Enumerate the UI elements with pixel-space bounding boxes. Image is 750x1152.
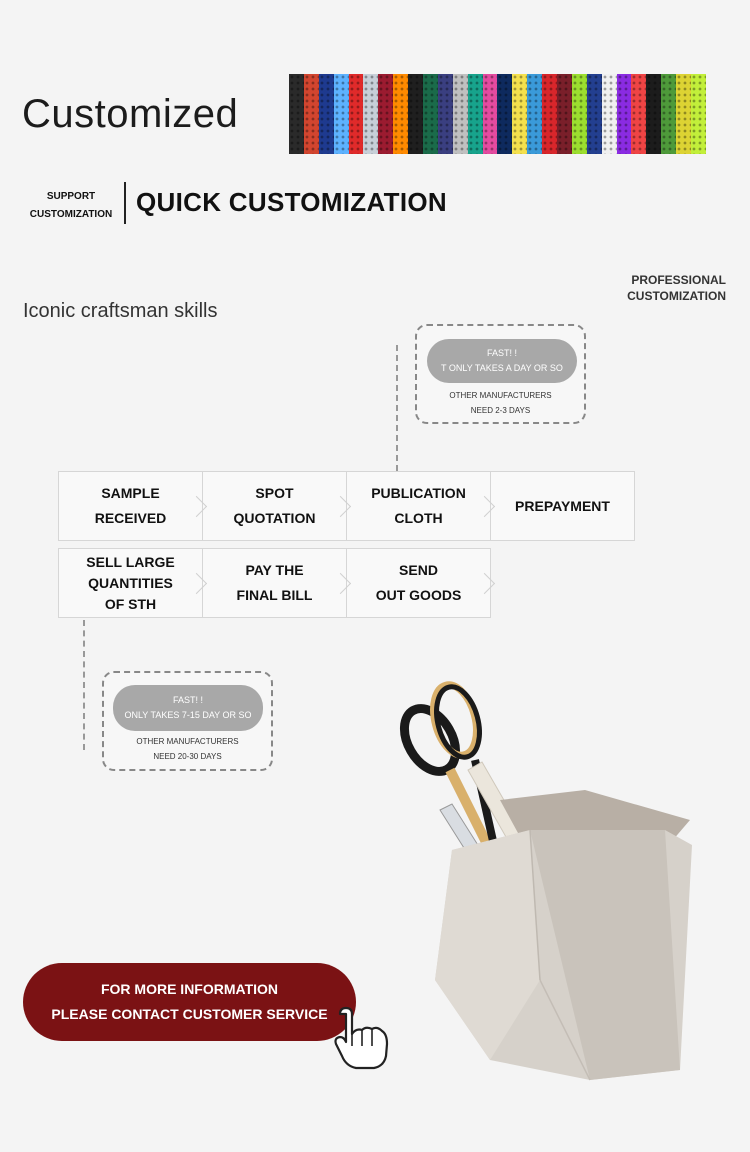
step-label: SEND OUT GOODS <box>375 562 462 603</box>
fabric-swatch <box>617 74 632 154</box>
step-label: PAY THE FINAL BILL <box>236 562 313 603</box>
step-pay-final-bill <box>202 548 347 618</box>
fabric-swatch <box>349 74 364 154</box>
fabric-swatch <box>602 74 617 154</box>
step-label: PREPAYMENT <box>515 497 610 514</box>
pro-line2: CUSTOMIZATION <box>627 289 726 303</box>
professional-customization-label <box>620 272 726 304</box>
pill-line2: T ONLY TAKES A DAY OR SO <box>441 363 563 373</box>
fabric-swatch <box>691 74 706 154</box>
other-manufacturers-note <box>104 734 271 764</box>
note-line2: NEED 20-30 DAYS <box>153 752 222 761</box>
page-title: Customized <box>22 92 239 136</box>
pill-line2: ONLY TAKES 7-15 DAY OR SO <box>124 710 252 720</box>
contact-customer-service-button[interactable] <box>23 963 356 1041</box>
pointing-hand-icon <box>332 1004 392 1074</box>
pro-line1: PROFESSIONAL <box>631 273 726 287</box>
fabric-swatch <box>557 74 572 154</box>
fast-pill <box>113 685 263 731</box>
fabric-swatch <box>438 74 453 154</box>
info-box-fast-sample <box>415 324 586 424</box>
fabric-swatch <box>304 74 319 154</box>
fabric-swatch <box>646 74 661 154</box>
step-spot-quotation <box>202 471 347 541</box>
step-label: PUBLICATION CLOTH <box>371 485 466 526</box>
fabric-swatch <box>572 74 587 154</box>
note-line1: OTHER MANUFACTURERS <box>449 391 552 400</box>
note-line2: NEED 2-3 DAYS <box>470 406 531 415</box>
support-label-line2: CUSTOMIZATION <box>29 209 113 220</box>
cta-line2: PLEASE CONTACT CUSTOMER SERVICE <box>51 1006 328 1022</box>
fabric-swatch-strip <box>289 74 706 154</box>
step-sample-received <box>58 471 203 541</box>
step-prepayment <box>490 471 635 541</box>
fabric-swatch <box>319 74 334 154</box>
info-box-fast-production <box>102 671 273 771</box>
step-label: SPOT QUOTATION <box>233 485 316 526</box>
fabric-swatch <box>512 74 527 154</box>
fast-pill <box>427 339 577 383</box>
step-sell-large-quantities <box>58 548 203 618</box>
step-publication-cloth <box>346 471 491 541</box>
fabric-swatch <box>289 74 304 154</box>
fabric-swatch <box>631 74 646 154</box>
fabric-swatch <box>527 74 542 154</box>
fabric-swatch <box>661 74 676 154</box>
note-line1: OTHER MANUFACTURERS <box>136 737 239 746</box>
pill-line1: FAST! ! <box>172 695 203 705</box>
fabric-swatch <box>408 74 423 154</box>
connector-line <box>396 345 398 471</box>
divider <box>124 182 126 224</box>
fabric-swatch <box>393 74 408 154</box>
support-customization-label <box>26 188 116 224</box>
connector-line <box>83 620 85 750</box>
fabric-swatch <box>497 74 512 154</box>
support-label-line1: SUPPORT <box>46 191 96 202</box>
fabric-swatch <box>542 74 557 154</box>
fabric-swatch <box>453 74 468 154</box>
subheading: Iconic craftsman skills <box>23 300 218 322</box>
fabric-swatch <box>676 74 691 154</box>
other-manufacturers-note <box>417 388 584 418</box>
step-label: SELL LARGE QUANTITIES OF STH <box>86 553 175 612</box>
section-heading: QUICK CUSTOMIZATION <box>136 187 447 217</box>
step-label: SAMPLE RECEIVED <box>94 485 167 526</box>
fabric-swatch <box>423 74 438 154</box>
pen-pot-photo <box>380 680 720 1100</box>
fabric-swatch <box>334 74 349 154</box>
fabric-swatch <box>483 74 498 154</box>
fabric-swatch <box>363 74 378 154</box>
fabric-swatch <box>587 74 602 154</box>
cta-line1: FOR MORE INFORMATION <box>100 981 279 997</box>
fabric-swatch <box>468 74 483 154</box>
pill-line1: FAST! ! <box>486 348 517 358</box>
step-send-out-goods <box>346 548 491 618</box>
fabric-swatch <box>378 74 393 154</box>
